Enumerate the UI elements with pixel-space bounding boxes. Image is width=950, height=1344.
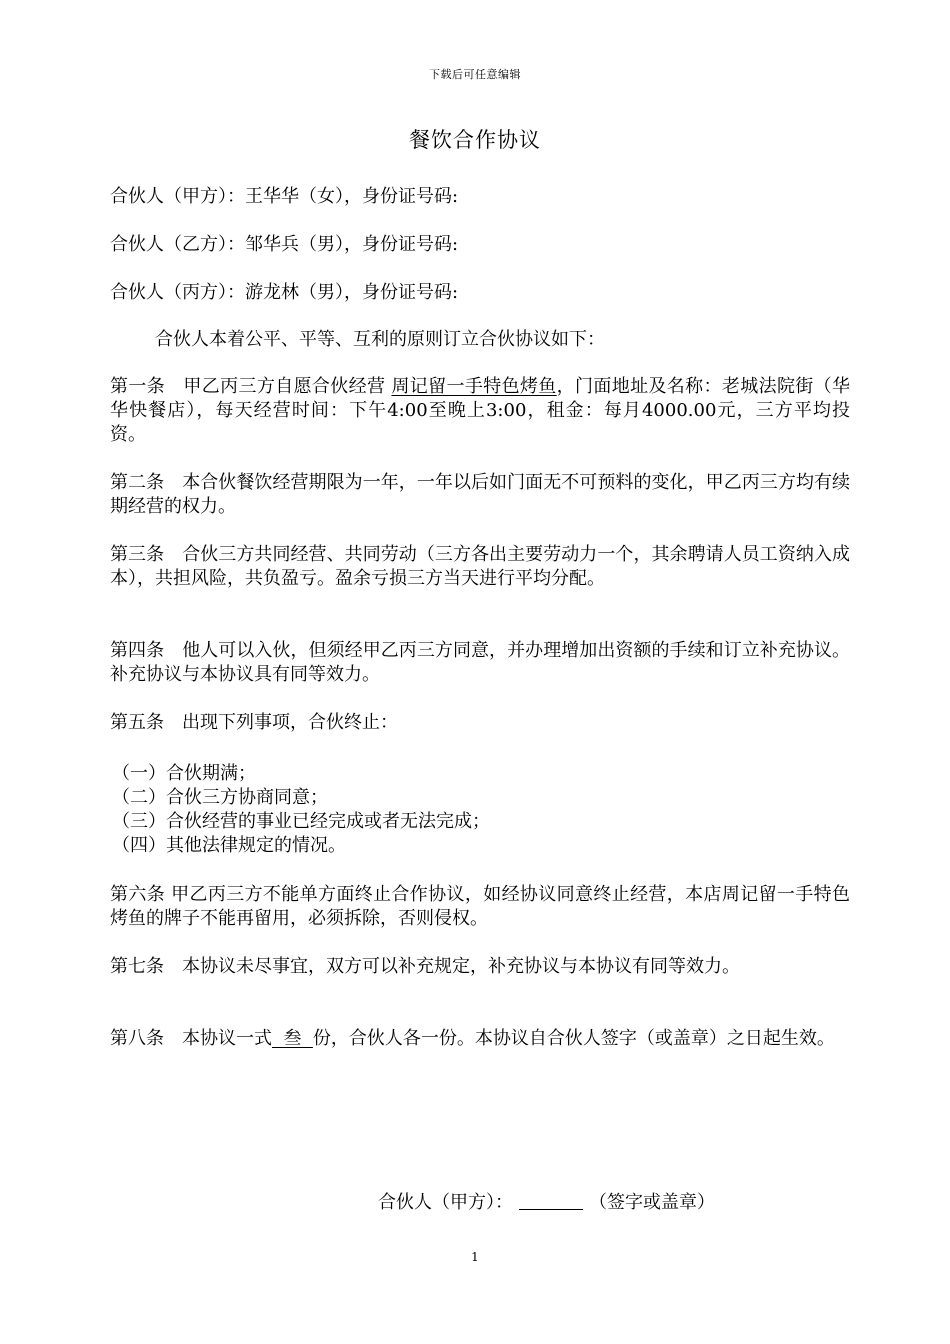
article-8-rest: 份，合伙人各一份。本协议自合伙人签字（或盖章）之日起生效。 [312, 1028, 835, 1049]
signature-blank [519, 1191, 583, 1210]
article-2: 第二条 本合伙餐饮经营期限为一年，一年以后如门面无不可预料的变化，甲乙丙三方均有续期经营的权力。 [110, 472, 850, 517]
article-6: 第六条 甲乙丙三方不能单方面终止合作协议，如经协议同意终止经营，本店周记留一手特色烤鱼的牌子不能再留用，必须拆除，否则侵权。 [110, 884, 850, 929]
article-1-prefix: 第一条 甲乙丙三方自愿合伙经营 [110, 376, 386, 397]
signature-suffix: （签字或盖章） [589, 1192, 715, 1213]
article-3: 第三条 合伙三方共同经营、共同劳动（三方各出主要劳动力一个，其余聘请人员工资纳入成本），共担风险，共负盈亏。盈余亏损三方当天进行平均分配。 [110, 544, 850, 589]
termination-item: （四）其他法律规定的情况。 [112, 835, 346, 856]
document-title: 餐饮合作协议 [409, 128, 541, 152]
termination-item: （一）合伙期满； [112, 763, 256, 784]
termination-item: （二）合伙三方协商同意； [112, 787, 328, 808]
article-4: 第四条 他人可以入伙，但须经甲乙丙三方同意，并办理增加出资额的手续和订立补充协议。补充协议与本协议具有同等效力。 [110, 640, 850, 685]
page-number: 1 [471, 1250, 479, 1264]
partner-b-line: 合伙人（乙方）：邹华兵（男），身份证号码: [110, 234, 459, 255]
partner-c-line: 合伙人（丙方）：游龙林（男），身份证号码: [110, 282, 459, 303]
copies-count: 叁 [283, 1028, 302, 1049]
header-note: 下载后可任意编辑 [429, 68, 521, 81]
article-7: 第七条 本协议未尽事宜，双方可以补充规定，补充协议与本协议有同等效力。 [110, 956, 740, 977]
signature-label: 合伙人（甲方）： [378, 1192, 513, 1213]
article-5: 第五条 出现下列事项，合伙终止： [110, 712, 398, 733]
article-1 [110, 375, 850, 447]
intro-paragraph: 合伙人本着公平、平等、互利的原则订立合伙协议如下： [155, 329, 605, 350]
article-8 [110, 1027, 850, 1051]
termination-item: （三）合伙经营的事业已经完成或者无法完成； [112, 811, 490, 832]
article-8-prefix: 第八条 本协议一式 [110, 1028, 272, 1049]
partner-a-line: 合伙人（甲方）：王华华（女），身份证号码: [110, 186, 459, 207]
signature-line [378, 1191, 715, 1215]
business-name: 周记留一手特色烤鱼 [391, 376, 557, 397]
article-1-rest: ，门面地址及名称：老城法院街（华华快餐店），每天经营时间：下午4:00至晚上3:00，租金：每月4000.00元，三方平均投资。 [110, 376, 851, 445]
